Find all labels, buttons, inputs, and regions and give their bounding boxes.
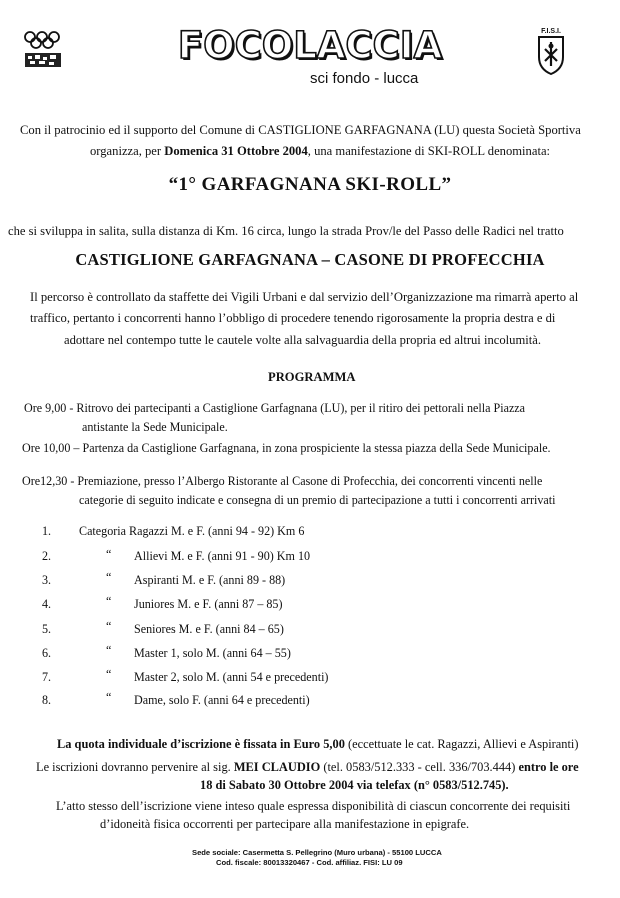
fee-exceptions: (eccettuate le cat. Ragazzi, Allievi e Aspiranti) <box>344 737 579 751</box>
ditto-mark: “ <box>106 690 112 704</box>
route-title: CASTIGLIONE GARFAGNANA – CASONE DI PROFECCHIA <box>75 250 545 269</box>
ditto-mark: “ <box>106 570 112 584</box>
disclaimer-line: L’atto stesso dell’iscrizione viene inteso quale espressa disponibilità di ciascun concorrente dei requisiti <box>56 799 571 813</box>
contact-name: MEI CLAUDIO <box>233 760 321 774</box>
category-number: 6. <box>42 646 52 660</box>
schedule-time: Ore 9,00 <box>24 401 67 415</box>
ditto-mark: “ <box>106 667 112 681</box>
schedule-continuation: antistante la Sede Municipale. <box>82 420 228 434</box>
intro-line-1: Con il patrocinio ed il supporto del Comune di CASTIGLIONE GARFAGNANA (LU) questa Società Sportiva <box>20 123 581 137</box>
category-number: 4. <box>42 597 52 611</box>
event-date: Domenica 31 Ottobre 2004 <box>164 144 308 158</box>
deadline-text: entro le ore <box>518 760 579 774</box>
footer-codes: Cod. fiscale: 80013320467 - Cod. affiliaz. FISI: LU 09 <box>216 858 403 867</box>
ditto-mark: “ <box>106 547 112 561</box>
category-text: Master 1, solo M. (anni 64 – 55) <box>134 646 291 660</box>
category-number: 5. <box>42 622 52 636</box>
registration-line-1 <box>36 760 579 775</box>
schedule-continuation: categorie di seguito indicate e consegna di un premio di partecipazione a tutti i concorrenti arrivati <box>79 493 556 507</box>
schedule-text: - Ritrovo dei partecipanti a Castiglione Garfagnana (LU), per il ritiro dei pettorali nella Piazza <box>66 401 526 415</box>
intro-line-2 <box>90 141 550 162</box>
event-title: “1° GARFAGNANA SKI-ROLL” <box>168 174 452 195</box>
programma-title: PROGRAMMA <box>268 370 356 384</box>
disclaimer-line: d’idoneità fisica occorrenti per partecipare alla manifestazione in epigrafe. <box>100 817 470 831</box>
fisi-label: F.I.S.I. <box>541 28 561 35</box>
fee-line <box>57 737 579 752</box>
safety-paragraph-line: adottare nel contempo tutte le cautele volte alla salvaguardia della propria ed altrui incolumità. <box>64 333 541 347</box>
category-number: 7. <box>42 670 52 684</box>
category-text: Seniores M. e F. (anni 84 – 65) <box>134 622 284 636</box>
schedule-item <box>24 398 525 418</box>
safety-paragraph-line: traffico, pertanto i concorrenti hanno l’obbligo di procedere tenendo rigorosamente la propria destra e di <box>30 311 556 325</box>
club-logo-wordmark: FOCOLACCIA <box>177 24 443 67</box>
category-number: 2. <box>42 549 52 563</box>
category-number: 8. <box>42 693 52 707</box>
footer-address: Sede sociale: Casermetta S. Pellegrino (Muro urbana) - 55100 LUCCA <box>192 848 442 857</box>
fisi-shield-icon <box>536 35 566 75</box>
club-subtitle: sci fondo - lucca <box>310 70 419 87</box>
schedule-time: Ore12,30 <box>22 474 68 488</box>
category-number: 3. <box>42 573 52 587</box>
category-text: Dame, solo F. (anni 64 e precedenti) <box>134 693 310 707</box>
ditto-mark: “ <box>106 594 112 608</box>
fisi-logo <box>536 28 566 80</box>
registration-deadline: 18 di Sabato 30 Ottobre 2004 via telefax (n° 0583/512.745). <box>200 778 509 792</box>
category-text: Categoria Ragazzi M. e F. (anni 94 - 92) Km 6 <box>79 524 305 538</box>
schedule-item <box>22 438 551 458</box>
route-description: che si sviluppa in salita, sulla distanza di Km. 16 circa, lungo la strada Prov/le del Passo delle Radici nel tratto <box>8 224 564 238</box>
ditto-mark: “ <box>106 619 112 633</box>
registration-text: Le iscrizioni dovranno pervenire al sig. <box>36 760 234 774</box>
category-text: Aspiranti M. e F. (anni 89 - 88) <box>134 573 286 587</box>
schedule-item <box>22 471 542 491</box>
category-text: Allievi M. e F. (anni 91 - 90) Km 10 <box>134 549 311 563</box>
contact-phones: (tel. 0583/512.333 - cell. 336/703.444) <box>320 760 519 774</box>
ditto-mark: “ <box>106 643 112 657</box>
category-number: 1. <box>42 524 52 538</box>
category-text: Juniores M. e F. (anni 87 – 85) <box>134 597 283 611</box>
category-text: Master 2, solo M. (anni 54 e precedenti) <box>134 670 329 684</box>
fee-amount: La quota individuale d’iscrizione è fissata in Euro 5,00 <box>57 737 345 751</box>
schedule-time: Ore 10,00 <box>22 441 71 455</box>
schedule-text: – Partenza da Castiglione Garfagnana, in zona prospiciente la stessa piazza della Sede Municipale. <box>70 441 551 455</box>
schedule-text: - Premiazione, presso l’Albergo Ristorante al Casone di Profecchia, dei concorrenti vincenti nelle <box>67 474 543 488</box>
intro-text: , una manifestazione di SKI-ROLL denominata: <box>307 144 551 158</box>
intro-text: organizza, per <box>90 144 165 158</box>
safety-paragraph-line: Il percorso è controllato da staffette dei Vigili Urbani e dal servizio dell’Organizzazione ma rimarrà aperto al <box>30 290 579 304</box>
